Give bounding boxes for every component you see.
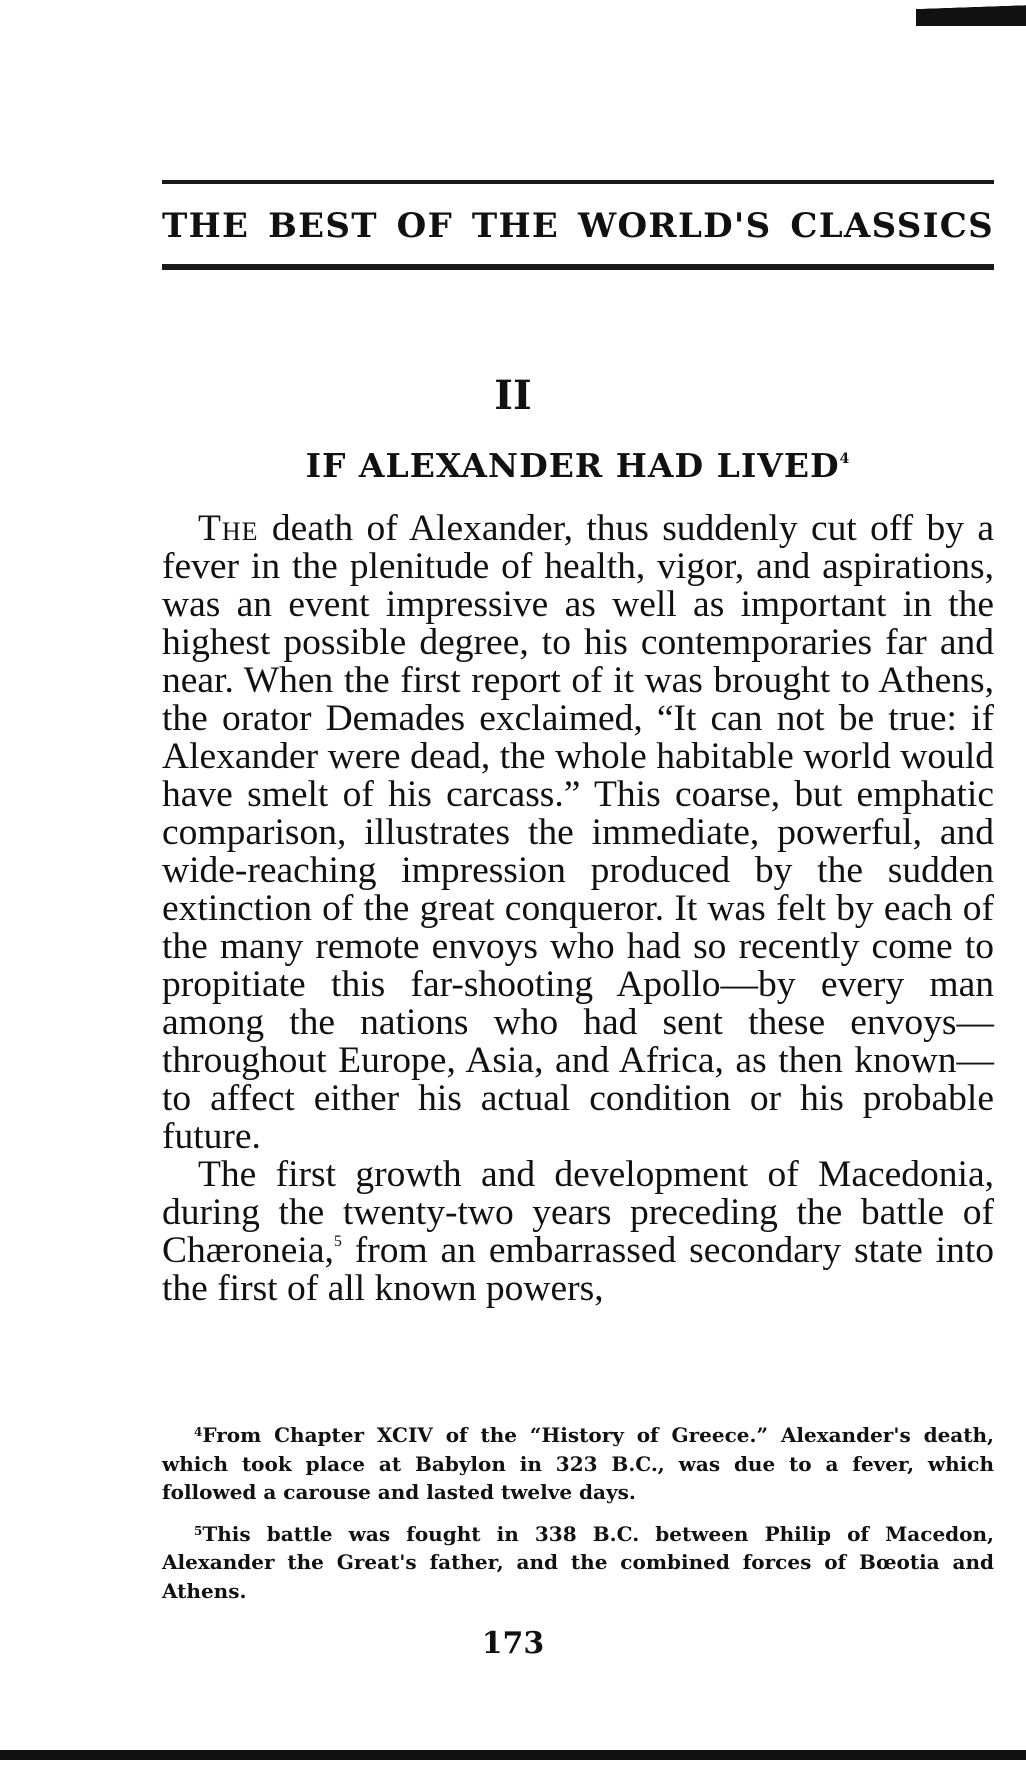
scan-corner-shadow bbox=[916, 0, 1026, 26]
footnote-4 bbox=[162, 1418, 994, 1507]
body-text bbox=[162, 510, 994, 1308]
paragraph-2-before: The first growth and development of Macedonia, during the twenty-two years preceding the battle of Chæroneia, bbox=[162, 1154, 994, 1271]
running-head: THE BEST OF THE WORLD'S CLASSICS bbox=[162, 206, 994, 246]
page-number: 173 bbox=[481, 1626, 545, 1661]
header-rule-top bbox=[162, 180, 994, 184]
footnotes bbox=[162, 1418, 994, 1615]
footnote-5-mark: 5 bbox=[194, 1523, 203, 1538]
bottom-edge-rule bbox=[0, 1750, 1026, 1760]
paragraph-1 bbox=[162, 510, 994, 1156]
footnote-4-mark: 4 bbox=[194, 1425, 203, 1439]
chapter-title-note-ref: 4 bbox=[839, 451, 851, 467]
chapter-title bbox=[162, 446, 994, 485]
paragraph-1-lead: The bbox=[198, 508, 259, 549]
footnote-4-text: From Chapter XCIV of the “History of Greece.” Alexander's death, which took place at Babylon in 323 B.C., was due to a fever, which followed a carouse and lasted twelve days. bbox=[162, 1423, 994, 1504]
paragraph-1-text: death of Alexander, thus suddenly cut off by a fever in the plenitude of health, vigor, and aspirations, was an event impressive as well as important in the highest possible degree, to his contemporaries far and near. When the first report of it was brought to Athens, the orator Demades exclaimed, “It can not be true: if Alexander were dead, the whole habitable world would have smelt of his carcass.” This coarse, but emphatic comparison, illustrates the immediate, powerful, and wide-reaching impression produced by the sudden extinction of the great conqueror. It was felt by each of the many remote envoys who had so recently come to propitiate this far-shooting Apollo—by every man among the nations who had sent these envoys—throughout Europe, Asia, and Africa, as then known—to affect either his actual condition or his probable future. bbox=[162, 508, 994, 1157]
chapter-number: II bbox=[494, 372, 532, 419]
paragraph-2 bbox=[162, 1156, 994, 1308]
paragraph-2-after: from an embarrassed secondary state into the first of all known powers, bbox=[162, 1230, 994, 1309]
footnote-5-text: This battle was fought in 338 B.C. between Philip of Macedon, Alexander the Great's father, and the combined forces of Bœotia and Athens. bbox=[162, 1521, 994, 1603]
footnote-5 bbox=[162, 1517, 994, 1606]
header-rule-bottom bbox=[162, 264, 994, 270]
paragraph-2-note-ref: 5 bbox=[333, 1233, 342, 1250]
chapter-title-text: IF ALEXANDER HAD LIVED bbox=[305, 446, 840, 485]
